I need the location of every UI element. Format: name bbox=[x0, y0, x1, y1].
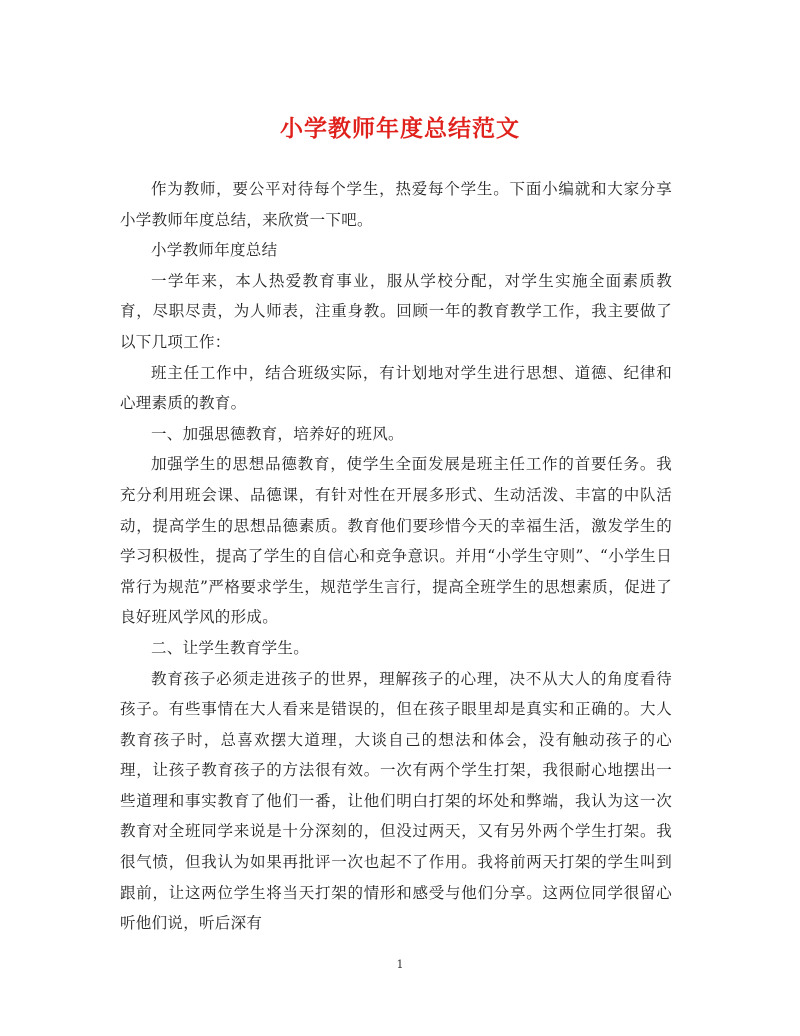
body-paragraph: 教育孩子必须走进孩子的世界，理解孩子的心理，决不从大人的角度看待孩子。有些事情在大人看来是错误的，但在孩子眼里却是真实和正确的。大人教育孩子时，总喜欢摆大道理，大谈自己的想法和体会，没有触动孩子的心理，让孩子教育孩子的方法很有效。一次有两个学生打架，我很耐心地摆出一些道理和事实教育了他们一番，让他们明白打架的坏处和弊端，我认为这一次教育对全班同学来说是十分深刻的，但没过两天，又有另外两个学生打架。我很气愤，但我认为如果再批评一次也起不了作用。我将前两天打架的学生叫到跟前，让这两位学生将当天打架的情形和感受与他们分享。这两位同学很留心听他们说，听后深有 bbox=[120, 669, 672, 933]
point-heading-1: 一、加强思德教育，培养好的班风。 bbox=[151, 424, 404, 443]
body-paragraph: 一学年来，本人热爱教育事业，服从学校分配，对学生实施全面素质教育，尽职尽责，为人师表，注重身教。回顾一年的教育教学工作，我主要做了以下几项工作： bbox=[120, 271, 672, 351]
document-body bbox=[120, 174, 672, 939]
intro-paragraph: 作为教师，要公平对待每个学生，热爱每个学生。下面小编就和大家分享小学教师年度总结，来欣赏一下吧。 bbox=[120, 180, 672, 229]
page-number: 1 bbox=[396, 958, 404, 971]
document-title: 小学教师年度总结范文 bbox=[280, 115, 520, 142]
point-heading-2: 二、让学生教育学生。 bbox=[151, 638, 310, 657]
body-paragraph: 班主任工作中，结合班级实际，有计划地对学生进行思想、道德、纪律和心理素质的教育。 bbox=[120, 363, 672, 413]
section-heading: 小学教师年度总结 bbox=[151, 241, 278, 260]
body-paragraph: 加强学生的思想品德教育，使学生全面发展是班主任工作的首要任务。我充分利用班会课、品德课，有针对性在开展多形式、生动活泼、丰富的中队活动，提高学生的思想品德素质。教育他们要珍惜今天的幸福生活，激发学生的学习积极性，提高了学生的自信心和竞争意识。并用“小学生守则”、“小学生日常行为规范”严格要求学生，规范学生言行，提高全班学生的思想素质，促进了良好班风学风的形成。 bbox=[120, 455, 672, 627]
